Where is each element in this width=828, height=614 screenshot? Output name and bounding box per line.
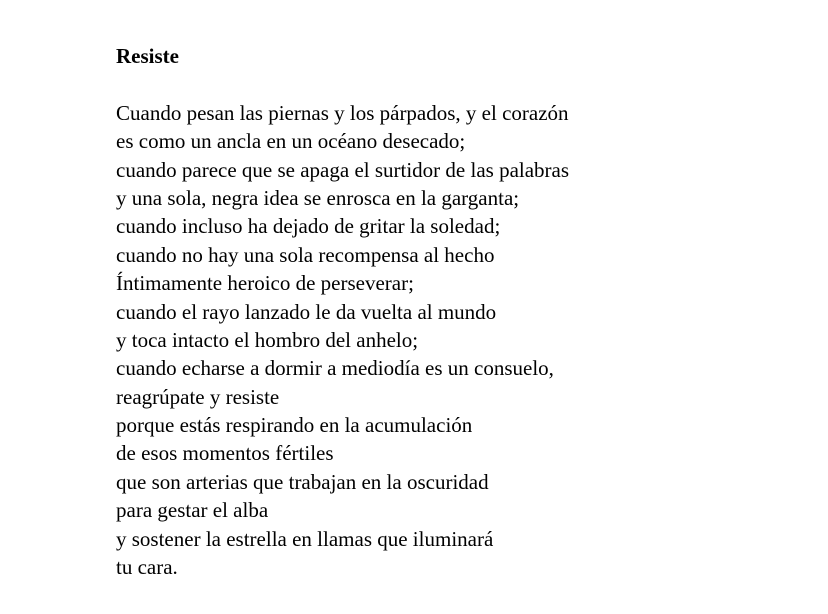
poem-line: cuando echarse a dormir a mediodía es un consuelo, bbox=[116, 356, 554, 381]
poem-line: Íntimamente heroico de perseverar; bbox=[116, 271, 414, 296]
poem-line: Cuando pesan las piernas y los párpados, y el corazón bbox=[116, 100, 569, 125]
poem-line: reagrúpate y resiste bbox=[116, 384, 280, 409]
stanza-gap bbox=[116, 70, 796, 98]
poem-line: para gestar el alba bbox=[116, 498, 269, 523]
poem-title: Resiste bbox=[116, 44, 179, 68]
poem-line: de esos momentos fértiles bbox=[116, 441, 334, 466]
poem bbox=[116, 42, 796, 581]
poem-line: cuando parece que se apaga el surtidor de las palabras bbox=[116, 157, 570, 182]
poem-line: y toca intacto el hombro del anhelo; bbox=[116, 327, 419, 352]
poem-line: tu cara. bbox=[116, 555, 178, 580]
poem-line: cuando no hay una sola recompensa al hecho bbox=[116, 242, 495, 267]
poem-line: y sostener la estrella en llamas que iluminará bbox=[116, 526, 494, 551]
poem-line: porque estás respirando en la acumulación bbox=[116, 413, 473, 438]
poem-line: cuando incluso ha dejado de gritar la soledad; bbox=[116, 214, 501, 239]
poem-line: que son arterias que trabajan en la oscuridad bbox=[116, 469, 489, 494]
poem-line: cuando el rayo lanzado le da vuelta al mundo bbox=[116, 299, 497, 324]
poem-line: y una sola, negra idea se enrosca en la garganta; bbox=[116, 185, 520, 210]
poem-line: es como un ancla en un océano desecado; bbox=[116, 129, 466, 154]
